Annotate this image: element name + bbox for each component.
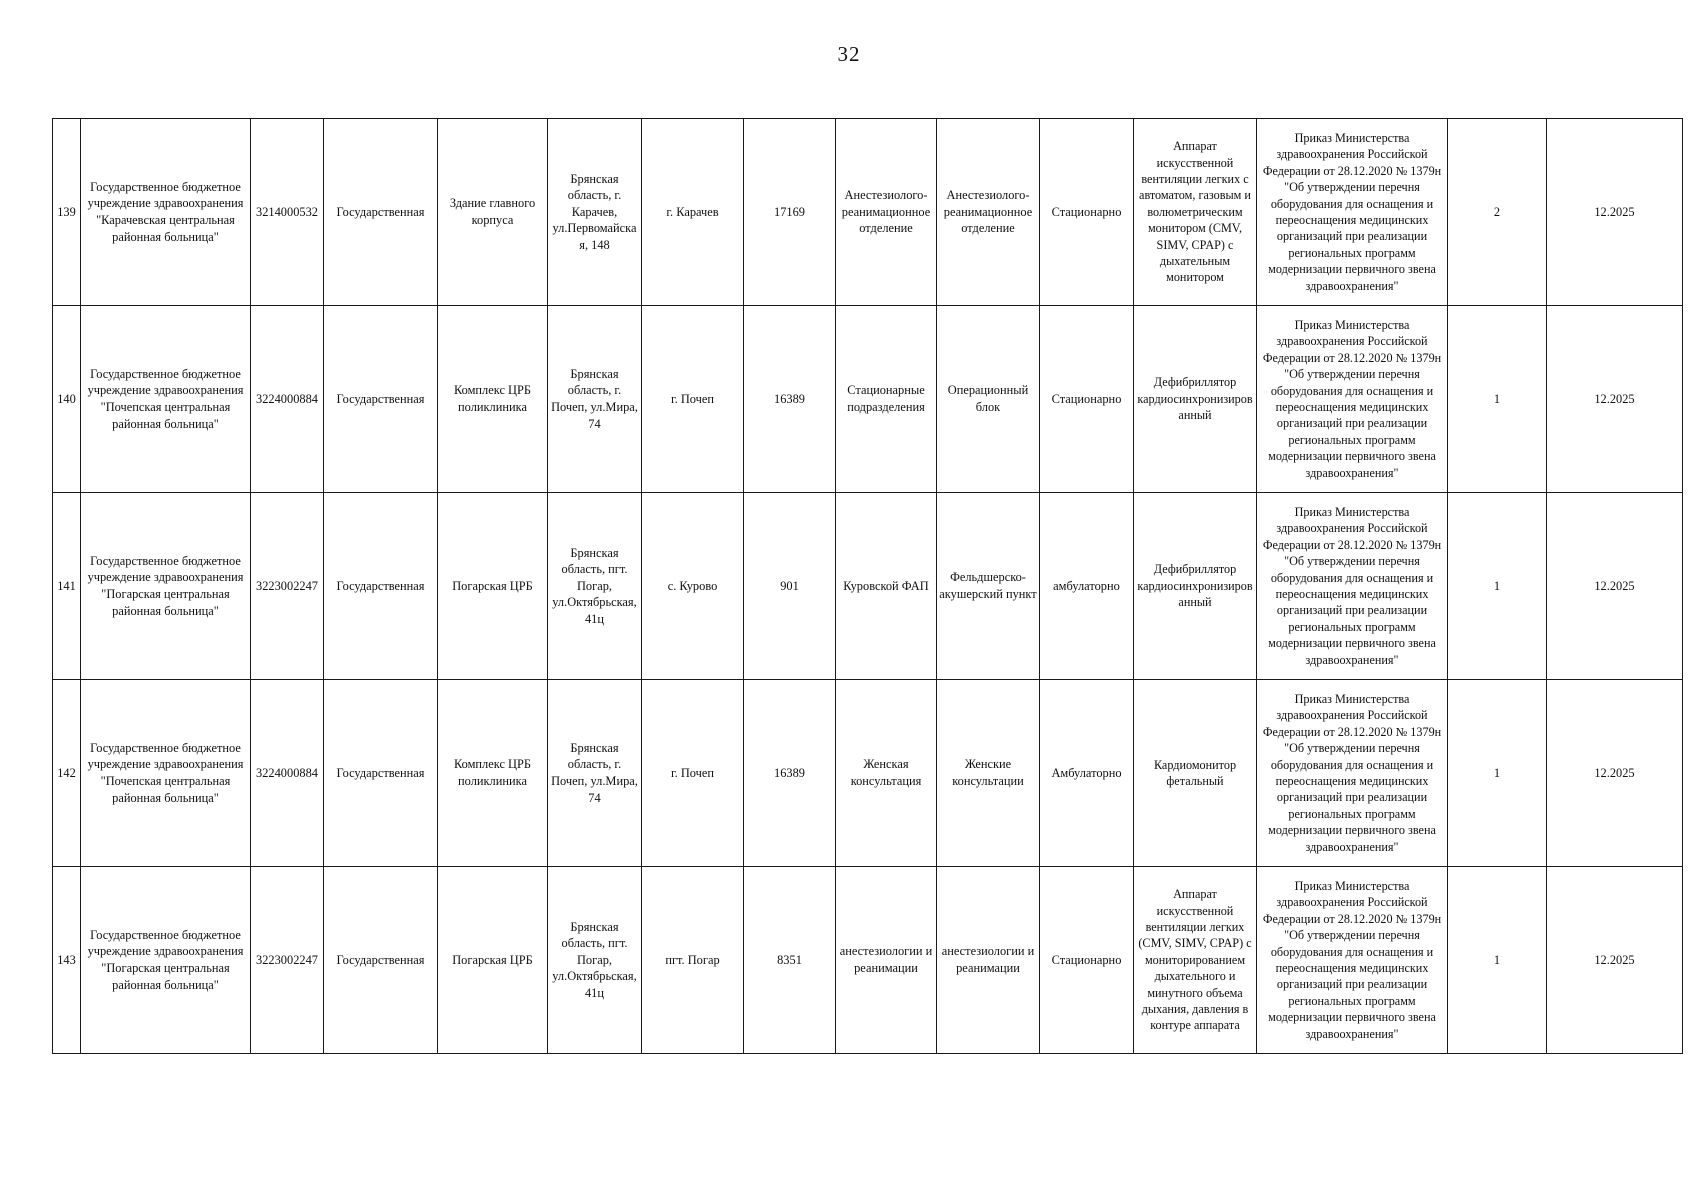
building-cell: Погарская ЦРБ bbox=[438, 867, 548, 1054]
institution-cell: Государственное бюджетное учреждение здравоохранения "Погарская центральная районная больница" bbox=[81, 867, 251, 1054]
delivery-date-cell: 12.2025 bbox=[1547, 680, 1683, 867]
department-cell: Операционный блок bbox=[937, 306, 1040, 493]
delivery-date-cell: 12.2025 bbox=[1547, 867, 1683, 1054]
population-cell: 901 bbox=[744, 493, 836, 680]
population-cell: 16389 bbox=[744, 306, 836, 493]
care-type-cell: Стационарно bbox=[1040, 867, 1134, 1054]
row-number-cell: 143 bbox=[53, 867, 81, 1054]
quantity-cell: 1 bbox=[1448, 493, 1547, 680]
quantity-cell: 1 bbox=[1448, 867, 1547, 1054]
row-number-cell: 142 bbox=[53, 680, 81, 867]
department-cell: Анестезиолого-реанимационное отделение bbox=[937, 119, 1040, 306]
care-type-cell: Стационарно bbox=[1040, 119, 1134, 306]
address-cell: Брянская область, пгт. Погар, ул.Октябрьская, 41ц bbox=[548, 493, 642, 680]
division-cell: анестезиологии и реанимации bbox=[836, 867, 937, 1054]
equipment-cell: Дефибриллятор кардиосинхронизированный bbox=[1134, 493, 1257, 680]
building-cell: Комплекс ЦРБ поликлиника bbox=[438, 306, 548, 493]
address-cell: Брянская область, г. Почеп, ул.Мира, 74 bbox=[548, 680, 642, 867]
equipment-cell: Аппарат искусственной вентиляции легких (CMV, SIMV, CPAP) с мониторированием дыхательного и минутного объема дыхания, давления в контуре аппарата bbox=[1134, 867, 1257, 1054]
locality-cell: г. Почеп bbox=[642, 680, 744, 867]
table-body bbox=[53, 119, 1683, 1054]
care-type-cell: Стационарно bbox=[1040, 306, 1134, 493]
inn-cell: 3214000532 bbox=[251, 119, 324, 306]
legal-basis-cell: Приказ Министерства здравоохранения Российской Федерации от 28.12.2020 № 1379н "Об утверждении перечня оборудования для оснащения и переоснащения медицинских организаций при реализации региональных программ модернизации первичного звена здравоохранения" bbox=[1257, 119, 1448, 306]
ownership-cell: Государственная bbox=[324, 493, 438, 680]
institution-cell: Государственное бюджетное учреждение здравоохранения "Почепская центральная районная больница" bbox=[81, 680, 251, 867]
quantity-cell: 1 bbox=[1448, 680, 1547, 867]
table-row bbox=[53, 493, 1683, 680]
quantity-cell: 1 bbox=[1448, 306, 1547, 493]
equipment-cell: Аппарат искусственной вентиляции легких с автоматом, газовым и волюметрическим монитором (CMV, SIMV, CPAP) с дыхательным монитором bbox=[1134, 119, 1257, 306]
locality-cell: г. Карачев bbox=[642, 119, 744, 306]
care-type-cell: Амбулаторно bbox=[1040, 680, 1134, 867]
legal-basis-cell: Приказ Министерства здравоохранения Российской Федерации от 28.12.2020 № 1379н "Об утверждении перечня оборудования для оснащения и переоснащения медицинских организаций при реализации региональных программ модернизации первичного звена здравоохранения" bbox=[1257, 306, 1448, 493]
row-number-cell: 139 bbox=[53, 119, 81, 306]
inn-cell: 3223002247 bbox=[251, 867, 324, 1054]
building-cell: Погарская ЦРБ bbox=[438, 493, 548, 680]
equipment-table bbox=[52, 118, 1683, 1054]
table-row bbox=[53, 867, 1683, 1054]
department-cell: Фельдшерско-акушерский пункт bbox=[937, 493, 1040, 680]
institution-cell: Государственное бюджетное учреждение здравоохранения "Карачевская центральная районная больница" bbox=[81, 119, 251, 306]
quantity-cell: 2 bbox=[1448, 119, 1547, 306]
legal-basis-cell: Приказ Министерства здравоохранения Российской Федерации от 28.12.2020 № 1379н "Об утверждении перечня оборудования для оснащения и переоснащения медицинских организаций при реализации региональных программ модернизации первичного звена здравоохранения" bbox=[1257, 493, 1448, 680]
page-number: 32 bbox=[837, 42, 861, 66]
locality-cell: г. Почеп bbox=[642, 306, 744, 493]
address-cell: Брянская область, пгт. Погар, ул.Октябрьская, 41ц bbox=[548, 867, 642, 1054]
legal-basis-cell: Приказ Министерства здравоохранения Российской Федерации от 28.12.2020 № 1379н "Об утверждении перечня оборудования для оснащения и переоснащения медицинских организаций при реализации региональных программ модернизации первичного звена здравоохранения" bbox=[1257, 680, 1448, 867]
division-cell: Анестезиолого-реанимационное отделение bbox=[836, 119, 937, 306]
legal-basis-cell: Приказ Министерства здравоохранения Российской Федерации от 28.12.2020 № 1379н "Об утверждении перечня оборудования для оснащения и переоснащения медицинских организаций при реализации региональных программ модернизации первичного звена здравоохранения" bbox=[1257, 867, 1448, 1054]
inn-cell: 3224000884 bbox=[251, 306, 324, 493]
ownership-cell: Государственная bbox=[324, 306, 438, 493]
population-cell: 17169 bbox=[744, 119, 836, 306]
locality-cell: с. Курово bbox=[642, 493, 744, 680]
table-row bbox=[53, 680, 1683, 867]
population-cell: 8351 bbox=[744, 867, 836, 1054]
division-cell: Куровской ФАП bbox=[836, 493, 937, 680]
delivery-date-cell: 12.2025 bbox=[1547, 119, 1683, 306]
delivery-date-cell: 12.2025 bbox=[1547, 493, 1683, 680]
institution-cell: Государственное бюджетное учреждение здравоохранения "Погарская центральная районная больница" bbox=[81, 493, 251, 680]
row-number-cell: 140 bbox=[53, 306, 81, 493]
ownership-cell: Государственная bbox=[324, 867, 438, 1054]
population-cell: 16389 bbox=[744, 680, 836, 867]
address-cell: Брянская область, г. Почеп, ул.Мира, 74 bbox=[548, 306, 642, 493]
equipment-cell: Кардиомонитор фетальный bbox=[1134, 680, 1257, 867]
department-cell: Женские консультации bbox=[937, 680, 1040, 867]
row-number-cell: 141 bbox=[53, 493, 81, 680]
division-cell: Стационарные подразделения bbox=[836, 306, 937, 493]
inn-cell: 3224000884 bbox=[251, 680, 324, 867]
ownership-cell: Государственная bbox=[324, 119, 438, 306]
address-cell: Брянская область, г. Карачев, ул.Первомайская, 148 bbox=[548, 119, 642, 306]
building-cell: Здание главного корпуса bbox=[438, 119, 548, 306]
ownership-cell: Государственная bbox=[324, 680, 438, 867]
table-row bbox=[53, 119, 1683, 306]
care-type-cell: амбулаторно bbox=[1040, 493, 1134, 680]
building-cell: Комплекс ЦРБ поликлиника bbox=[438, 680, 548, 867]
division-cell: Женская консультация bbox=[836, 680, 937, 867]
locality-cell: пгт. Погар bbox=[642, 867, 744, 1054]
equipment-cell: Дефибриллятор кардиосинхронизированный bbox=[1134, 306, 1257, 493]
institution-cell: Государственное бюджетное учреждение здравоохранения "Почепская центральная районная больница" bbox=[81, 306, 251, 493]
delivery-date-cell: 12.2025 bbox=[1547, 306, 1683, 493]
table-row bbox=[53, 306, 1683, 493]
department-cell: анестезиологии и реанимации bbox=[937, 867, 1040, 1054]
inn-cell: 3223002247 bbox=[251, 493, 324, 680]
